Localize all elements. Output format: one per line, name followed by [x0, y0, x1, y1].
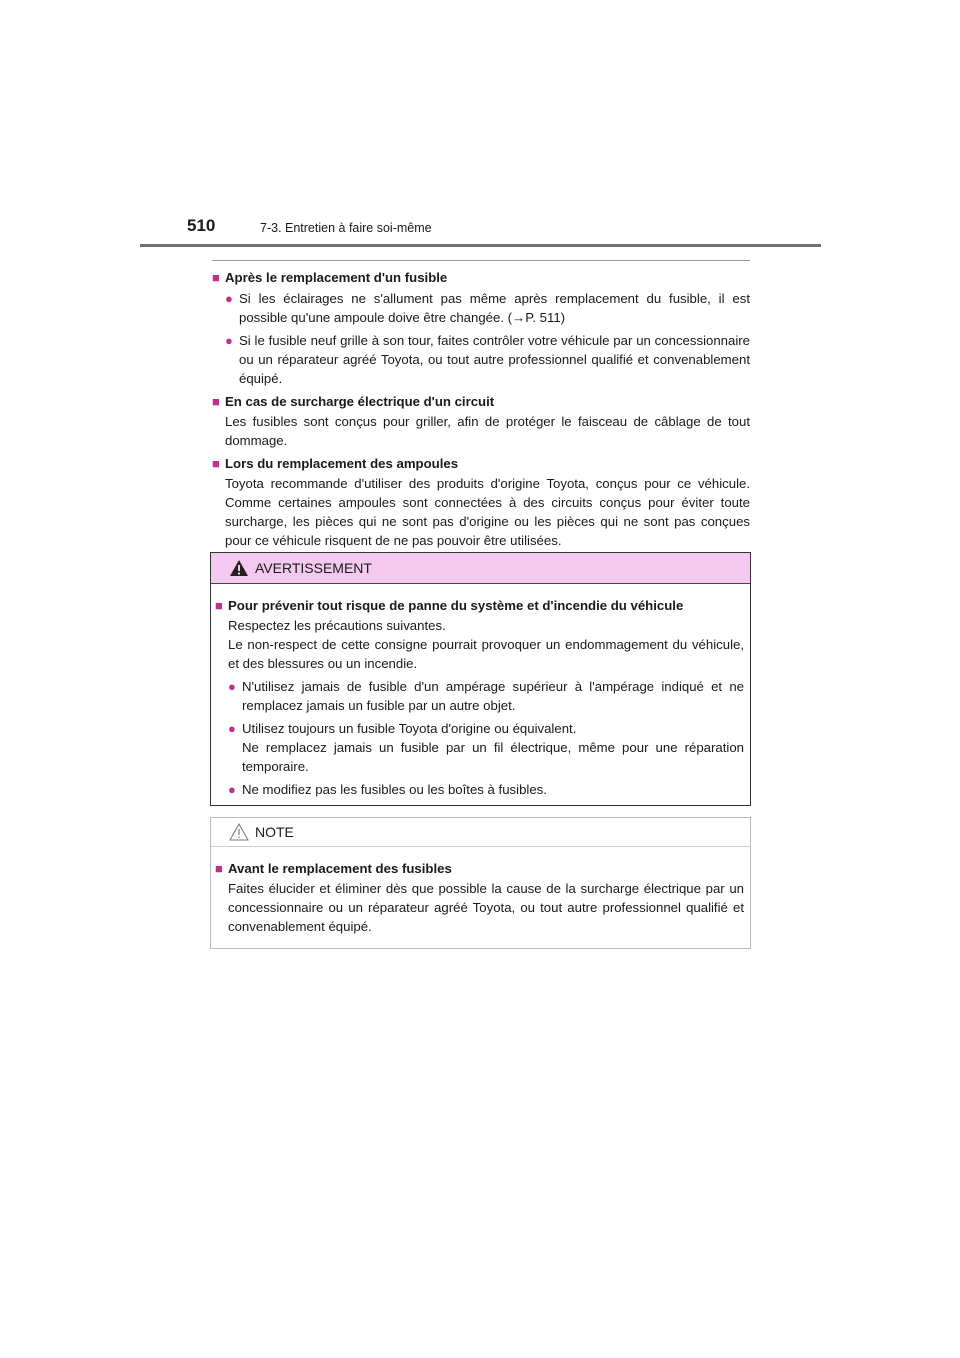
warning-text: Le non-respect de cette consigne pourrait provoquer un endommagement du véhicule, et des blessures ou un incendie.	[228, 637, 744, 671]
square-bullet-icon: ■	[212, 456, 220, 471]
square-bullet-icon: ■	[215, 598, 223, 613]
warning-triangle-icon	[229, 559, 249, 577]
note-box	[210, 817, 751, 949]
circle-bullet-icon: ●	[228, 679, 236, 694]
section-text: Toyota recommande d'utiliser des produits d'origine Toyota, conçus pour ce véhicule. Comme certaines ampoules sont connectées à des circuits conçus pour éviter toute surcharge, les pièces qui ne sont pas d'origine ou les pièces qui ne sont pas conçues pour ce véhicule risquent de ne pas pouvoir être utilisées.	[225, 476, 750, 548]
note-label: NOTE	[255, 824, 294, 840]
list-item	[215, 719, 744, 776]
circle-bullet-icon: ●	[225, 333, 233, 348]
circle-bullet-icon: ●	[225, 291, 233, 306]
list-item: ● Si les éclairages ne s'allument pas même après remplacement du fusible, il est possible qu'une ampoule doive être changée. (→P. 511)	[225, 291, 750, 325]
page-number: 510	[187, 216, 216, 235]
bullet-line: Utilisez toujours un fusible Toyota d'origine ou équivalent.	[242, 721, 577, 736]
bullet-line: Ne remplacez jamais un fusible par un fil électrique, même pour une réparation temporaire.	[242, 740, 744, 774]
main-content	[212, 268, 750, 554]
section-bulbs	[212, 454, 750, 550]
note-body	[211, 847, 750, 936]
section-heading: ■ Lors du remplacement des ampoules	[212, 456, 459, 471]
warning-body	[211, 584, 750, 799]
warning-box	[210, 552, 751, 806]
section-text: Les fusibles sont conçus pour griller, afin de protéger le faisceau de câblage de tout dommage.	[225, 414, 750, 448]
square-bullet-icon: ■	[212, 394, 220, 409]
square-bullet-icon: ■	[212, 270, 220, 285]
circle-bullet-icon: ●	[228, 721, 236, 736]
content-rule	[212, 260, 750, 261]
header-rule	[140, 244, 821, 247]
list-item: ● Si le fusible neuf grille à son tour, faites contrôler votre véhicule par un concessionnaire ou un réparateur agréé Toyota, ou tout autre professionnel qualifié et convenablement équipé.	[225, 333, 750, 386]
section-title: 7-3. Entretien à faire soi-même	[260, 221, 432, 235]
list-item: ● Ne modifiez pas les fusibles ou les boîtes à fusibles.	[228, 782, 547, 797]
section-heading: ■ En cas de surcharge électrique d'un circuit	[212, 394, 495, 409]
section-after-fuse	[212, 268, 750, 388]
warning-text: Respectez les précautions suivantes.	[228, 618, 446, 633]
warning-header	[211, 553, 750, 584]
caution-triangle-icon	[229, 823, 249, 841]
list-item: ● N'utilisez jamais de fusible d'un ampérage supérieur à l'ampérage indiqué et ne remplacez jamais un fusible par un autre objet.	[228, 679, 744, 713]
section-heading: ■ Après le remplacement d'un fusible	[212, 270, 448, 285]
square-bullet-icon: ■	[215, 861, 223, 876]
circle-bullet-icon: ●	[228, 782, 236, 797]
note-header	[211, 818, 750, 847]
warning-label: AVERTISSEMENT	[255, 560, 372, 576]
note-text: Faites élucider et éliminer dès que possible la cause de la surcharge électrique par un concessionnaire ou un réparateur agréé Toyota, ou tout autre professionnel qualifié et convenablement équipé.	[228, 881, 744, 934]
section-overload	[212, 392, 750, 450]
warning-heading: ■ Pour prévenir tout risque de panne du système et d'incendie du véhicule	[215, 598, 684, 613]
note-heading: ■ Avant le remplacement des fusibles	[215, 861, 452, 876]
